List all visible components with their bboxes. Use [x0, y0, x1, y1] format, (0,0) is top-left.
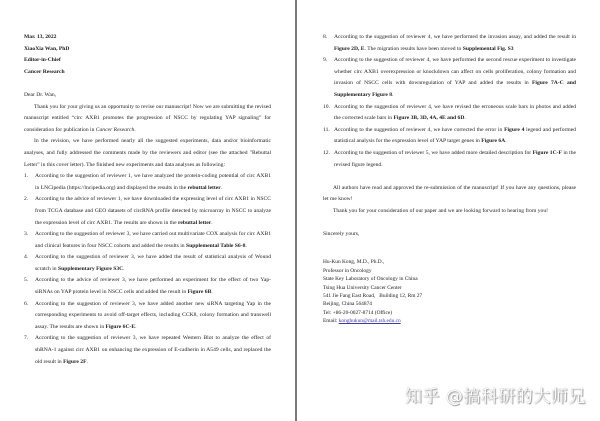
email-link[interactable]: konghukun@mail.tsh.edu.cn [338, 318, 401, 325]
list-item: 4. According to the suggestion of reviewer 3, we have added the result of statistical analysis of Wound scratch in Supplementary Figure S3C. [24, 254, 271, 272]
signer-tel: Tel: +86-20-0027-8714 (Office) [323, 309, 393, 316]
list-item: 9. According to the suggestion of reviewer 4, we have performed the second rescue experiment to investigate whether circ AXB1 overexpression or knockdown can affect on cells proliferation, colony formation and invasion of NSCC cells with downregulation of YAP and added the results in Figure 7A-C and Supplementary Figure 8. [323, 57, 576, 98]
journal-name: Cancer Research [24, 68, 65, 75]
list-item: 7. According to the suggestion of reviewer 3, we have repeated Western Blot to analyze the effect of shRNA-1 against circ AXB1 on enhancing the expression of E-cadherin in A549 cells, and replaced the old result in Figure 2F. [24, 335, 271, 365]
recipient-title: Editor-in-Chief [24, 57, 61, 64]
signer-name: Hu-Kun Kong, M.D., Ph.D., [323, 259, 385, 266]
signer-city: Beijing, China 564874 [323, 301, 372, 308]
revision-list-part2 [323, 32, 576, 171]
list-item: 3. According to the suggestion of reviewer 3, we have carried out multivariate COX analysis for circ AXB1 and clinical features in four NSCC cohorts and added the results in Supplemental Table S6-8. [24, 231, 271, 249]
letter-date: Mar. 13, 2022 [24, 34, 57, 40]
salutation: Dear Dr. Wan, [24, 91, 57, 98]
sign-off: Sincerely yours, [323, 231, 360, 238]
list-item: 2. According to the advice of reviewer 1, we have downloaded the expressing level of circ AXB1 in NSCC from TCGA database and GEO datasets of circRNA profile detected by microarray in NSCC to analyze the expression level of circ AXB1. The results are shown in the rebuttal letter. [24, 196, 271, 226]
signer-lab: State Key Laboratory of Oncology in China [323, 276, 418, 283]
list-item: 12. According to the suggestion of reviewer 5, we have added more detailed description for Figure 1C-F in the revised figure legend. [323, 149, 577, 168]
thanks-paragraph: Thank you for your consideration of our paper and we are looking forward to hearing from you! [333, 207, 548, 214]
letter-page-1 [0, 0, 297, 421]
list-item: 6. According to the suggestion of reviewer 3, we have added another new siRNA targeting Yap in the corresponding experiments to avoid off-target effects, including CCK8, colony formation and transwell assay. The results are shown in Figure 6C-E. [24, 300, 271, 330]
signer-title: Professor in Oncology [323, 267, 372, 274]
revision-list-part1 [24, 171, 271, 368]
signer-email-line: Email: konghukun@mail.tsh.edu.cn [323, 318, 401, 325]
intro-paragraph: Thank you for your giving us an opportunity to revise our manuscript! Now we are submitting the revised manuscript entitled “circ AXB1 promotes the progression of NSCC by regulating YAP signaling” for consideration for publication in Cancer Research. [24, 103, 271, 133]
signer-center: Tsing Hua University Cancer Center [323, 284, 402, 291]
list-item: 11. According to the suggestion of reviewer 4, we have corrected the error in Figure 4 legend and performed statistical analysis for the expression level of YAP target genes in Figure 6A. [323, 126, 576, 145]
letter-page-2 [299, 0, 600, 421]
zhihu-watermark: 知乎 @搞科研的大师兄 [405, 387, 586, 407]
list-item: 5. According to the advice of reviewer 3, we have performed an experiment for the effect of two Yap-siRNAs on YAP protein level in NSCC cells and added the result in Figure 6B. [24, 277, 271, 296]
list-item: 8. According to the suggestion of reviewer 4, we have performed the invasion assay, and added the result in Figure 2D, E. The migration results have been moved to Supplemental Fig. S3 [323, 34, 576, 52]
signer-address: 541 Jie Fang East Road, Building 12, Rm 27 [323, 292, 423, 299]
list-item: 10. According to the suggestion of reviewer 4, we have revised the erroneous scale bars in photos and added the corrected scale bars in Figure 3B, 3D, 4A, 4E and 6D. [323, 103, 576, 122]
closing-paragraph: All authors have read and approved the re-submission of the manuscript! If you have any questions, please let me know! [323, 184, 576, 203]
list-item: 1. According to the suggestion of reviewer 1, we have analyzed the protein-coding potential of circ AXB1 in LNCipedia (https://lncipedia.org) and displayed the results in the rebuttal letter. [24, 173, 271, 191]
recipient-name: XiaoXia Wan, PhD [24, 45, 70, 52]
signature-block [323, 258, 576, 325]
revision-paragraph: In the revision, we have performed nearly all the suggested experiments, data and/or bioinformatic analyses, and fully addressed the comments made by the reviewers and editor (see the attached "Rebuttal Letter" in this cover letter). The finished new experiments and data analyses as following: [24, 138, 271, 168]
